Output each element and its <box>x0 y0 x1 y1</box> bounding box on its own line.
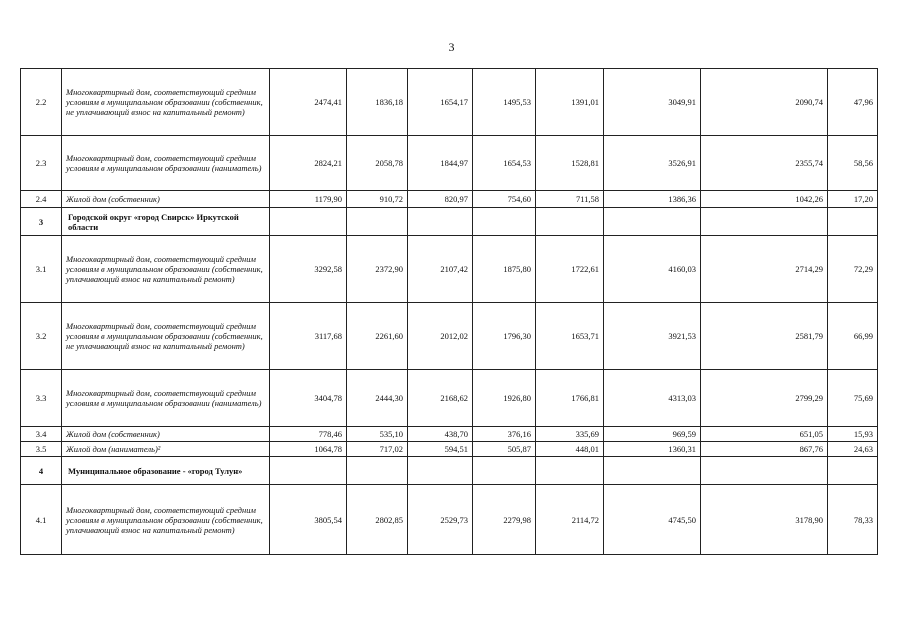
value-cell: 1796,30 <box>473 303 536 370</box>
section-row <box>21 457 878 485</box>
value-cell <box>604 457 701 485</box>
table-row <box>21 427 878 442</box>
value-cell: 24,63 <box>828 442 878 457</box>
value-cell: 2012,02 <box>408 303 473 370</box>
value-cell: 2107,42 <box>408 236 473 303</box>
value-cell: 2261,60 <box>347 303 408 370</box>
value-cell: 335,69 <box>536 427 604 442</box>
value-cell: 2714,29 <box>701 236 828 303</box>
value-cell: 376,16 <box>473 427 536 442</box>
value-cell: 4313,03 <box>604 370 701 427</box>
value-cell: 2114,72 <box>536 485 604 555</box>
table-row <box>21 442 878 457</box>
section-title: Городской округ «город Свирск» Иркутской области <box>62 208 270 236</box>
value-cell <box>473 208 536 236</box>
value-cell <box>347 208 408 236</box>
value-cell: 4745,50 <box>604 485 701 555</box>
row-description: Многоквартирный дом, соответствующий средним условиям в муниципальном образовании (собственник, не уплачивающий взнос на капитальный ремонт) <box>62 303 270 370</box>
row-description: Жилой дом (собственник) <box>62 191 270 208</box>
value-cell: 1528,81 <box>536 136 604 191</box>
value-cell: 3178,90 <box>701 485 828 555</box>
value-cell: 820,97 <box>408 191 473 208</box>
row-number: 2.3 <box>21 136 62 191</box>
value-cell <box>270 457 347 485</box>
value-cell: 1391,01 <box>536 69 604 136</box>
value-cell: 1722,61 <box>536 236 604 303</box>
value-cell <box>347 457 408 485</box>
value-cell: 2824,21 <box>270 136 347 191</box>
value-cell: 3404,78 <box>270 370 347 427</box>
value-cell: 754,60 <box>473 191 536 208</box>
table-row <box>21 136 878 191</box>
row-number: 3.3 <box>21 370 62 427</box>
table-row <box>21 236 878 303</box>
value-cell: 47,96 <box>828 69 878 136</box>
row-description: Жилой дом (наниматель)² <box>62 442 270 457</box>
value-cell: 1926,80 <box>473 370 536 427</box>
row-description: Многоквартирный дом, соответствующий средним условиям в муниципальном образовании (наниматель) <box>62 370 270 427</box>
section-title: Муниципальное образование - «город Тулун» <box>62 457 270 485</box>
value-cell: 1766,81 <box>536 370 604 427</box>
value-cell: 2444,30 <box>347 370 408 427</box>
value-cell: 505,87 <box>473 442 536 457</box>
row-description: Многоквартирный дом, соответствующий средним условиям в муниципальном образовании (собственник, уплачивающий взнос на капитальный ремонт) <box>62 485 270 555</box>
value-cell: 594,51 <box>408 442 473 457</box>
value-cell: 2802,85 <box>347 485 408 555</box>
value-cell: 1042,26 <box>701 191 828 208</box>
value-cell: 778,46 <box>270 427 347 442</box>
table-row <box>21 69 878 136</box>
value-cell: 17,20 <box>828 191 878 208</box>
value-cell: 1836,18 <box>347 69 408 136</box>
value-cell: 1875,80 <box>473 236 536 303</box>
value-cell: 651,05 <box>701 427 828 442</box>
value-cell <box>828 208 878 236</box>
row-number: 3.2 <box>21 303 62 370</box>
value-cell: 1179,90 <box>270 191 347 208</box>
value-cell: 2355,74 <box>701 136 828 191</box>
value-cell: 1653,71 <box>536 303 604 370</box>
value-cell: 3292,58 <box>270 236 347 303</box>
section-row <box>21 208 878 236</box>
value-cell: 75,69 <box>828 370 878 427</box>
value-cell: 1064,78 <box>270 442 347 457</box>
value-cell: 1844,97 <box>408 136 473 191</box>
value-cell <box>536 208 604 236</box>
value-cell: 3805,54 <box>270 485 347 555</box>
page-number: 3 <box>448 40 455 54</box>
value-cell: 1360,31 <box>604 442 701 457</box>
row-number: 3 <box>21 208 62 236</box>
table-row <box>21 303 878 370</box>
row-number: 3.4 <box>21 427 62 442</box>
value-cell: 2372,90 <box>347 236 408 303</box>
table-row <box>21 191 878 208</box>
value-cell: 3526,91 <box>604 136 701 191</box>
value-cell <box>604 208 701 236</box>
value-cell: 78,33 <box>828 485 878 555</box>
value-cell <box>408 208 473 236</box>
row-number: 3.5 <box>21 442 62 457</box>
value-cell: 717,02 <box>347 442 408 457</box>
value-cell: 66,99 <box>828 303 878 370</box>
value-cell: 2799,29 <box>701 370 828 427</box>
row-description: Жилой дом (собственник) <box>62 427 270 442</box>
value-cell: 2529,73 <box>408 485 473 555</box>
value-cell: 3921,53 <box>604 303 701 370</box>
value-cell: 72,29 <box>828 236 878 303</box>
value-cell: 1654,17 <box>408 69 473 136</box>
value-cell: 1495,53 <box>473 69 536 136</box>
row-number: 4.1 <box>21 485 62 555</box>
value-cell <box>536 457 604 485</box>
row-number: 4 <box>21 457 62 485</box>
value-cell: 15,93 <box>828 427 878 442</box>
value-cell: 2581,79 <box>701 303 828 370</box>
value-cell <box>828 457 878 485</box>
value-cell: 2279,98 <box>473 485 536 555</box>
value-cell: 3117,68 <box>270 303 347 370</box>
value-cell: 2168,62 <box>408 370 473 427</box>
value-cell: 535,10 <box>347 427 408 442</box>
value-cell <box>473 457 536 485</box>
value-cell: 2474,41 <box>270 69 347 136</box>
row-number: 2.2 <box>21 69 62 136</box>
value-cell: 1654,53 <box>473 136 536 191</box>
row-number: 3.1 <box>21 236 62 303</box>
row-number: 2.4 <box>21 191 62 208</box>
value-cell <box>701 457 828 485</box>
value-cell: 867,76 <box>701 442 828 457</box>
value-cell: 4160,03 <box>604 236 701 303</box>
value-cell: 711,58 <box>536 191 604 208</box>
table-row <box>21 370 878 427</box>
value-cell: 3049,91 <box>604 69 701 136</box>
value-cell: 910,72 <box>347 191 408 208</box>
value-cell <box>270 208 347 236</box>
value-cell <box>701 208 828 236</box>
value-cell: 1386,36 <box>604 191 701 208</box>
value-cell: 58,56 <box>828 136 878 191</box>
value-cell: 969,59 <box>604 427 701 442</box>
value-cell <box>408 457 473 485</box>
value-cell: 2090,74 <box>701 69 828 136</box>
table-row <box>21 485 878 555</box>
row-description: Многоквартирный дом, соответствующий средним условиям в муниципальном образовании (наниматель) <box>62 136 270 191</box>
tariff-table <box>20 68 878 555</box>
row-description: Многоквартирный дом, соответствующий средним условиям в муниципальном образовании (собственник, не уплачивающий взнос на капитальный ремонт) <box>62 69 270 136</box>
value-cell: 438,70 <box>408 427 473 442</box>
value-cell: 448,01 <box>536 442 604 457</box>
row-description: Многоквартирный дом, соответствующий средним условиям в муниципальном образовании (собственник, уплачивающий взнос на капитальный ремонт) <box>62 236 270 303</box>
value-cell: 2058,78 <box>347 136 408 191</box>
